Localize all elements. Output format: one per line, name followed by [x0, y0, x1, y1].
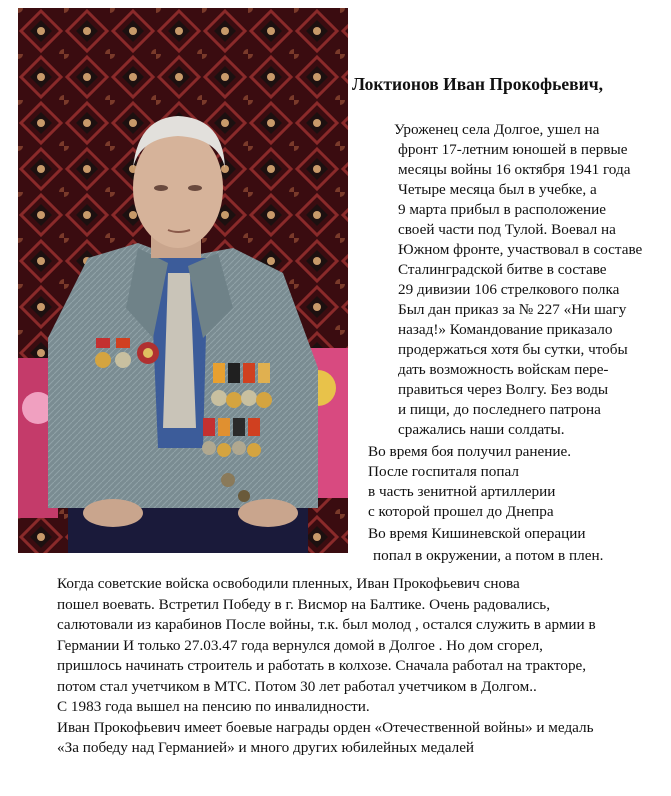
bio-line: попал в окружении, а потом в плен. — [373, 547, 604, 564]
bio-line: Сталинградской битве в составе — [398, 261, 607, 278]
bio-line: Южном фронте, участвовал в составе — [398, 241, 643, 258]
bio-line: правиться через Волгу. Без воды — [398, 381, 609, 398]
bio-line: Был дан приказ за № 227 «Ни шагу — [398, 301, 627, 318]
bio-line: салютовали из карабинов После войны, т.к. был молод , остался служить в армии в — [57, 616, 596, 633]
bio-line: Во время Кишиневской операции — [368, 525, 586, 542]
biography-right-column — [0, 120, 671, 580]
bio-line: продержаться хотя бы сутки, чтобы — [398, 341, 628, 358]
bio-line: Иван Прокофьевич имеет боевые награды орден «Отечественной войны» и медаль — [57, 718, 594, 736]
bio-line: с которой прошел до Днепра — [368, 503, 554, 520]
bio-line: в часть зенитной артиллерии — [368, 483, 556, 500]
bio-line: Когда советские войска освободили пленных, Иван Прокофьевич снова — [57, 575, 520, 592]
bio-line: «За победу над Германией» и много других юбилейных медалей — [57, 739, 475, 756]
bio-line: 29 дивизии 106 стрелкового полка — [398, 281, 620, 298]
bio-line: С 1983 года вышел на пенсию по инвалидности. — [57, 698, 370, 715]
bio-line: дать возможность войскам пере- — [398, 361, 609, 378]
bio-line: Германии И только 27.03.47 года вернулся домой в Долгое . Но дом сгорел, — [57, 636, 543, 654]
bio-line: После госпиталя попал — [368, 463, 519, 480]
bio-line: пришлось начинать строитель и работать в колхозе. Сначала работал на тракторе, — [57, 657, 587, 674]
person-name-title: Локтионов Иван Прокофьевич, — [352, 74, 603, 94]
bio-line: фронт 17-летним юношей в первые — [398, 141, 628, 158]
bio-line: месяцы войны 16 октября 1941 года — [398, 161, 631, 178]
bio-line: 9 марта прибыл в расположение — [398, 201, 606, 218]
biography-bottom-block — [57, 574, 657, 759]
bio-line: своей части под Тулой. Воевал на — [398, 221, 616, 238]
bio-line: Четыре месяца был в учебке, а — [398, 181, 597, 198]
bio-line: Уроженец села Долгое, ушел на — [394, 121, 600, 138]
bio-line: потом стал учетчиком в МТС. Потом 30 лет работал учетчиком в Долгом.. — [57, 677, 537, 695]
bio-line: и пищи, до последнего патрона — [398, 401, 601, 418]
bio-line: назад!» Командование приказало — [398, 321, 613, 338]
bio-line: сражались наши солдаты. — [398, 421, 565, 438]
bio-line: пошел воевать. Встретил Победу в г. Висмор на Балтике. Очень радовались, — [57, 595, 550, 613]
bio-line: Во время боя получил ранение. — [368, 443, 572, 460]
